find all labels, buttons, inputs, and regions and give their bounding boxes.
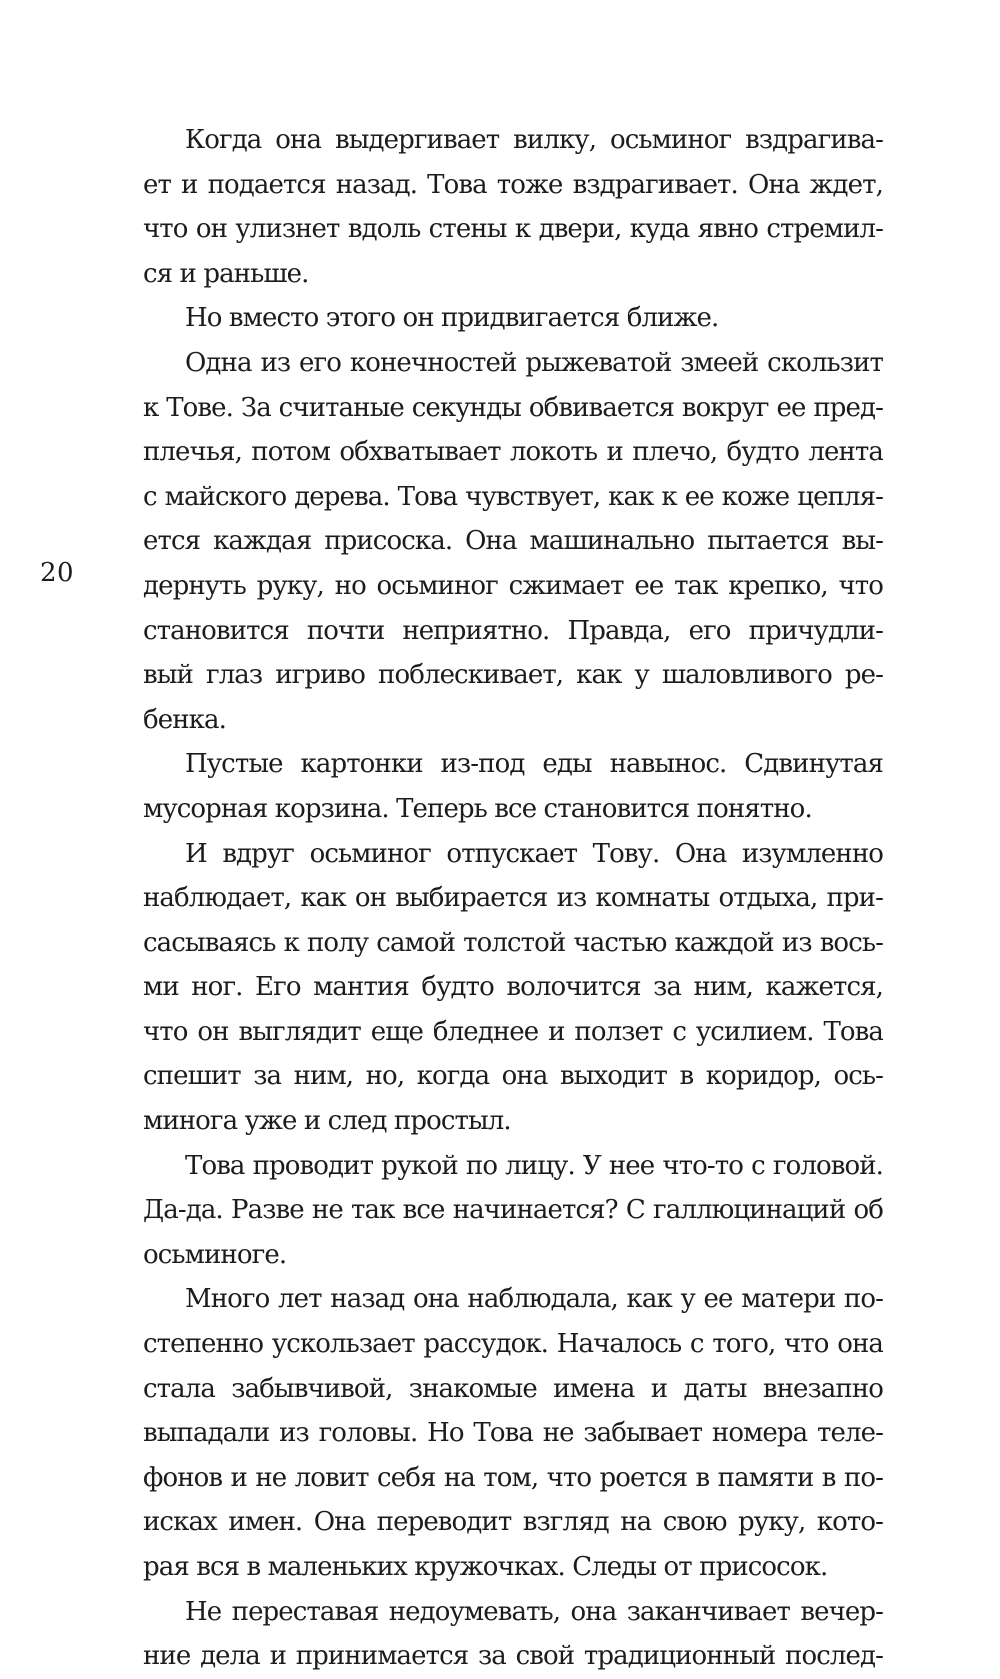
text-line: сасываясь к полу самой толстой частью каждой из вось- [143,927,883,958]
text-line: к Тове. За считаные секунды обвивается вокруг ее пред- [143,392,883,423]
text-line: Когда она выдергивает вилку, осьминог вздрагива- [185,125,883,155]
text-line: ние дела и принимается за свой традиционный послед- [143,1641,883,1672]
text-line: Много лет назад она наблюдала, как у ее матери по- [185,1284,883,1315]
body-text [143,118,883,1679]
text-line: спешит за ним, но, когда она выходит в коридор, ось- [143,1061,883,1092]
text-line: плечья, потом обхватывает локоть и плечо, будто лента [143,437,883,468]
text-line: Пустые картонки из-под еды навынос. Сдвинутая [185,749,883,780]
text-line: стала забывчивой, знакомые имена и даты внезапно [143,1373,883,1404]
text-line: минога уже и след простыл. [143,1106,511,1137]
page-number: 20 [40,558,75,588]
text-line: становится почти неприятно. Правда, его причудли- [143,615,883,646]
text-line: Да-да. Разве не так все начинается? С галлюцинаций об [143,1195,883,1226]
text-line: рая вся в маленьких кружочках. Следы от присосок. [143,1552,828,1582]
text-line: фонов и не ловит себя на том, что роется в памяти в по- [143,1462,883,1493]
text-line: Не переставая недоумевать, она заканчивает вечер- [185,1596,883,1627]
text-line: степенно ускользает рассудок. Началось с того, что она [143,1329,883,1360]
text-line: вый глаз игриво поблескивает, как у шаловливого ре- [143,660,883,691]
text-line: что он улизнет вдоль стены к двери, куда явно стремил- [143,214,883,245]
text-line: ет и подается назад. Това тоже вздрагивает. Она ждет, [143,169,883,200]
text-line: мусорная корзина. Теперь все становится понятно. [143,793,812,824]
text-line: исках имен. Она переводит взгляд на свою руку, кото- [143,1507,883,1538]
text-line: И вдруг осьминог отпускает Тову. Она изумленно [185,838,883,869]
text-line: осьминоге. [143,1239,287,1270]
text-line: ся и раньше. [143,258,309,289]
text-line: Одна из его конечностей рыжеватой змеей скользит [185,347,883,378]
text-line: выпадали из головы. Но Това не забывает номера теле- [143,1418,883,1449]
text-line: Това проводит рукой по лицу. У нее что-то с головой. [185,1150,883,1181]
text-line: дернуть руку, но осьминог сжимает ее так крепко, что [143,570,883,601]
text-line: Но вместо этого он придвигается ближе. [185,303,719,334]
text-line: наблюдает, как он выбирается из комнаты отдыха, при- [143,883,883,914]
text-line: что он выглядит еще бледнее и ползет с усилием. Това [143,1016,883,1047]
text-line: ется каждая присоска. Она машинально пытается вы- [143,526,883,557]
text-line: с майского дерева. Това чувствует, как к ее коже цепля- [143,481,883,512]
text-line: бенка. [143,704,226,735]
text-line: ми ног. Его мантия будто волочится за ним, кажется, [143,972,883,1003]
